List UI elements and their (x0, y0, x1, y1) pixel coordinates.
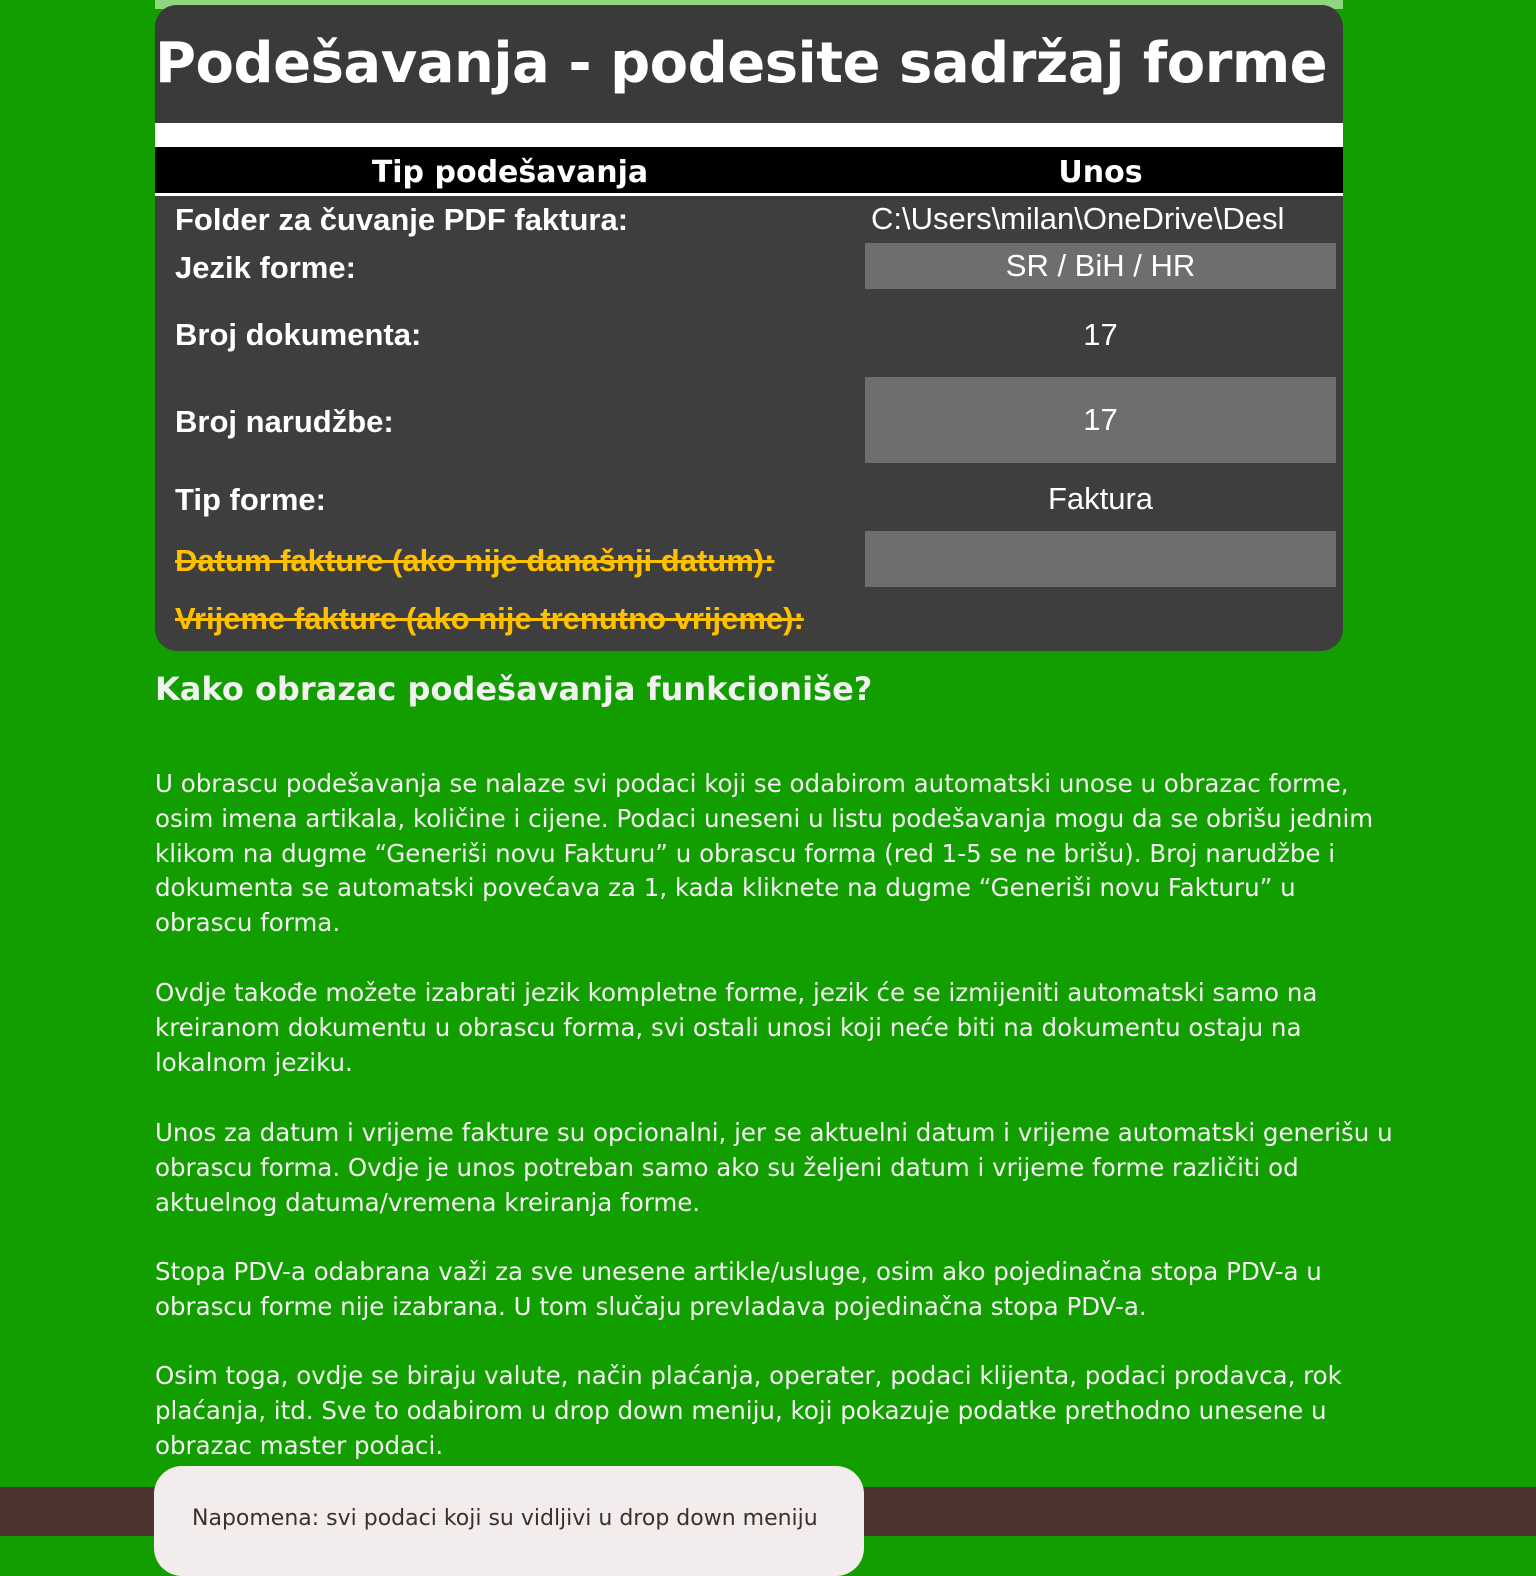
label-form-language: Jezik forme: (175, 250, 356, 285)
table-header (155, 147, 1343, 196)
note-card (154, 1466, 864, 1576)
invoice-date-input[interactable] (865, 531, 1336, 587)
explanation-paragraph-5: Osim toga, ovdje se biraju valute, način plaćanja, operater, podaci klijenta, podaci prodavca, rok plaćanja, itd. Sve to odabirom u drop down meniju, koji pokazuje podatke prethodno unesene u obrazac master podaci. (155, 1361, 1342, 1460)
page-title: Podešavanja - podesite sadržaj forme (155, 31, 1328, 96)
label-invoice-time: Vrijeme fakture (ako nije trenutno vrijeme): (175, 601, 804, 636)
settings-panel (155, 5, 1343, 651)
explanation-paragraph-1: U obrascu podešavanja se nalaze svi podaci koji se odabirom automatski unose u obrazac forme, osim imena artikala, količine i cijene. Podaci uneseni u listu podešavanja mogu da se obrišu jednim klikom na dugme “Generiši novu Fakturu” u obrascu forma (red 1-5 se ne brišu). Broj narudžbe i dokumenta se automatski povećava za 1, kada kliknete na dugme “Generiši novu Fakturu” u obrascu forma. (155, 769, 1374, 938)
header-setting-type: Tip podešavanja (371, 155, 649, 190)
label-pdf-folder: Folder za čuvanje PDF faktura: (175, 202, 629, 237)
label-document-number: Broj dokumenta: (175, 317, 422, 352)
form-type-select[interactable]: Faktura (1047, 481, 1154, 516)
explanation-paragraph-2: Ovdje takođe možete izabrati jezik kompletne forme, jezik će se izmijeniti automatski samo na kreiranom dokumentu u obrascu forma, svi ostali unosi koji neće biti na dokumentu ostaju na lokalnom jeziku. (155, 978, 1318, 1077)
label-invoice-date: Datum fakture (ako nije današnji datum): (175, 543, 775, 578)
pdf-folder-input[interactable]: C:\Users\milan\OneDrive\Desl (871, 201, 1285, 236)
invoice-time-input[interactable] (865, 589, 1336, 647)
form-language-select[interactable]: SR / BiH / HR (865, 243, 1336, 289)
panel-title-bar (155, 5, 1343, 123)
explanation-paragraph-3: Unos za datum i vrijeme fakture su opcionalni, jer se aktuelni datum i vrijeme automatski generišu u obrascu forma. Ovdje je unos potreban samo ako su željeni datum i vrijeme forme različiti od aktuelnog datuma/vremena kreiranja forme. (155, 1118, 1393, 1217)
document-number-input[interactable]: 17 (1083, 317, 1118, 352)
label-order-number: Broj narudžbe: (175, 404, 394, 439)
order-number-input[interactable]: 17 (865, 377, 1336, 463)
explanation-paragraph-4: Stopa PDV-a odabrana važi za sve unesene artikle/usluge, osim ako pojedinačna stopa PDV-a u obrascu forme nije izabrana. U tom slučaju prevladava pojedinačna stopa PDV-a. (155, 1257, 1322, 1321)
title-divider (155, 123, 1343, 147)
note-text: Napomena: svi podaci koji su vidljivi u drop down meniju (192, 1506, 818, 1531)
explanation-heading: Kako obrazac podešavanja funkcioniše? (155, 670, 873, 708)
label-form-type: Tip forme: (175, 482, 326, 517)
header-input: Unos (1058, 155, 1143, 190)
